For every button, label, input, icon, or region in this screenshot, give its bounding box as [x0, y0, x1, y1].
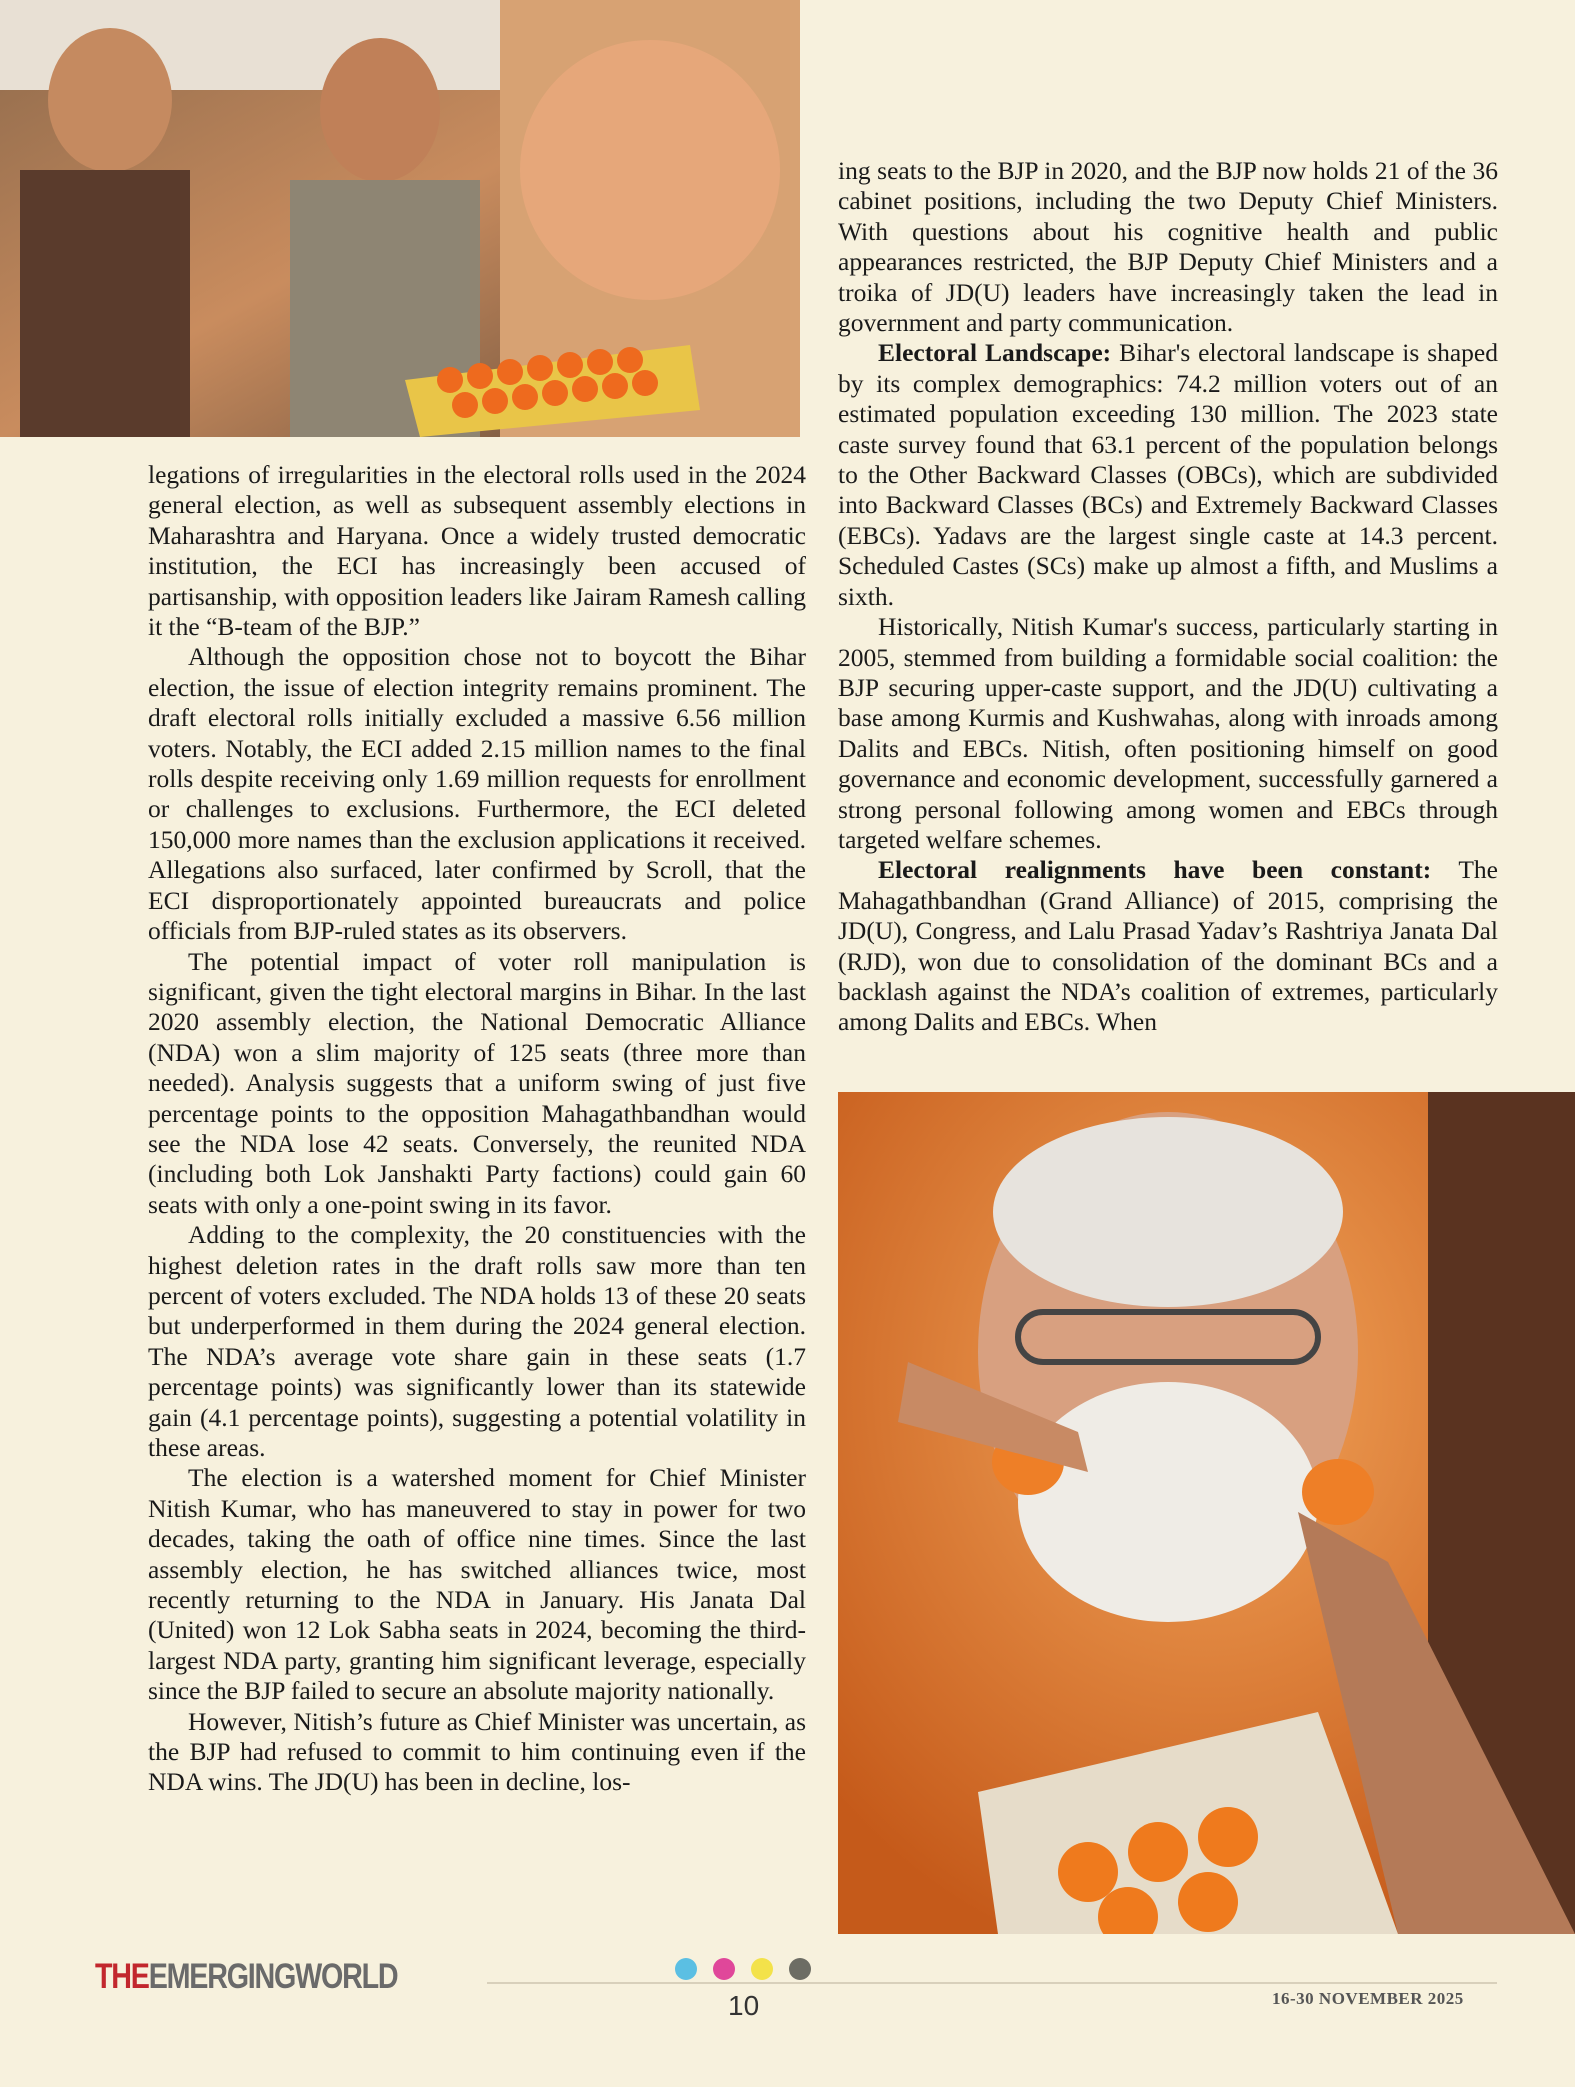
right-column [838, 156, 1498, 1038]
section-heading: Electoral realignments have been constant: [878, 855, 1432, 885]
paragraph: Although the opposition chose not to boycott the Bihar election, the issue of election integrity remains prominent. The draft electoral rolls initially excluded a massive 6.56 million voters. Notably, the ECI added 2.15 million names to the final rolls despite receiving only 1.69 million requests for enrollment or challenges to exclusions. Furthermore, the ECI deleted 150,000 more names than the exclusion applications it received. Allegations also surfaced, later confirmed by Scroll, that the ECI disproportionately appointed bureaucrats and police officials from BJP-ruled states as its observers. [148, 642, 806, 946]
paragraph-text: The Mahagathbandhan (Grand Alliance) of 2015, comprising the JD(U), Congress, and Lalu Prasad Yadav’s Rashtriya Janata Dal (RJD), won due to consolidation of the dominant BCs and a backlash against the NDA’s coalition of extremes, particularly among Dalits and EBCs. When [838, 855, 1499, 1037]
section-heading: Electoral Landscape: [878, 338, 1112, 368]
paragraph: ing seats to the BJP in 2020, and the BJP now holds 21 of the 36 cabinet positions, including the two Deputy Chief Ministers. With questions about his cognitive health and public appearances restricted, the BJP Deputy Chief Ministers and a troika of JD(U) leaders have increasingly taken the lead in government and party communication. [838, 156, 1498, 338]
dot-magenta [713, 1958, 735, 1980]
paragraph: However, Nitish’s future as Chief Minister was uncertain, as the BJP had refused to commit to him continuing even if the NDA wins. The JD(U) has been in decline, los- [148, 1706, 806, 1797]
paragraph: Adding to the complexity, the 20 constituencies with the highest deletion rates in the draft rolls saw more than ten percent of voters excluded. The NDA holds 13 of these 20 seats but underperformed in them during the 2024 general election. The NDA’s average vote share gain in these seats (1.7 percentage points) was significantly lower than its statewide gain (4.1 percentage points), suggesting a potential volatility in these areas. [148, 1220, 806, 1462]
left-column [148, 460, 806, 1798]
footer-divider [487, 1982, 1497, 1984]
publication-logo [95, 1957, 397, 1997]
logo-rest: EMERGINGWORLD [148, 1957, 398, 1996]
registration-dots [675, 1958, 811, 1980]
paragraph: The potential impact of voter roll manipulation is significant, given the tight electoral margins in Bihar. In the last 2020 assembly election, the National Democratic Alliance (NDA) won a slim majority of 125 seats (three more than needed). Analysis suggests that a uniform swing of just five percentage points to the opposition Mahagathbandhan would see the NDA lose 42 seats. Conversely, the reunited NDA (including both Lok Janshakti Party factions) could gain 60 seats with only a one-point swing in its favor. [148, 946, 806, 1219]
issue-date: 16-30 NOVEMBER 2025 [1272, 1989, 1464, 2008]
dot-black [789, 1958, 811, 1980]
paragraph [838, 855, 1498, 1037]
celebration-photo-icon [0, 0, 800, 437]
page-number: 10 [728, 1990, 760, 2021]
paragraph: legations of irregularities in the electoral rolls used in the 2024 general election, as well as subsequent assembly elections in Maharashtra and Haryana. Once a widely trusted democratic institution, the ECI has increasingly been accused of partisanship, with opposition leaders like Jairam Ramesh calling it the “B-team of the BJP.” [148, 460, 806, 642]
paragraph-text: Bihar's electoral landscape is shaped by its complex demographics: 74.2 million voters out of an estimated population exceeding 130 million. The 2023 state caste survey found that 63.1 percent of the population belongs to the Other Backward Classes (OBCs), which are subdivided into Backward Classes (BCs) and Extremely Backward Classes (EBCs). Yadavs are the largest single caste at 14.3 percent. Scheduled Castes (SCs) make up almost a fifth, and Muslims a sixth. [838, 338, 1499, 611]
bottom-right-photo [838, 1092, 1575, 1934]
paragraph: Historically, Nitish Kumar's success, particularly starting in 2005, stemmed from building a formidable social coalition: the BJP securing upper-caste support, and the JD(U) cultivating a base among Kurmis and Kushwahas, along with inroads among Dalits and EBCs. Nitish, often positioning himself on good governance and economic development, successfully garnered a strong personal following among women and EBCs through targeted welfare schemes. [838, 612, 1498, 854]
dot-cyan [675, 1958, 697, 1980]
logo-the: THE [95, 1957, 149, 1996]
top-photo [0, 0, 800, 437]
dot-yellow [751, 1958, 773, 1980]
portrait-photo-icon [838, 1092, 1575, 1934]
paragraph [838, 338, 1498, 612]
paragraph: The election is a watershed moment for Chief Minister Nitish Kumar, who has maneuvered to stay in power for two decades, taking the oath of office nine times. Since the last assembly election, he has switched alliances twice, most recently returning to the NDA in January. His Janata Dal (United) won 12 Lok Sabha seats in 2024, becoming the third-largest NDA party, granting him significant leverage, especially since the BJP failed to secure an absolute majority nationally. [148, 1463, 806, 1706]
